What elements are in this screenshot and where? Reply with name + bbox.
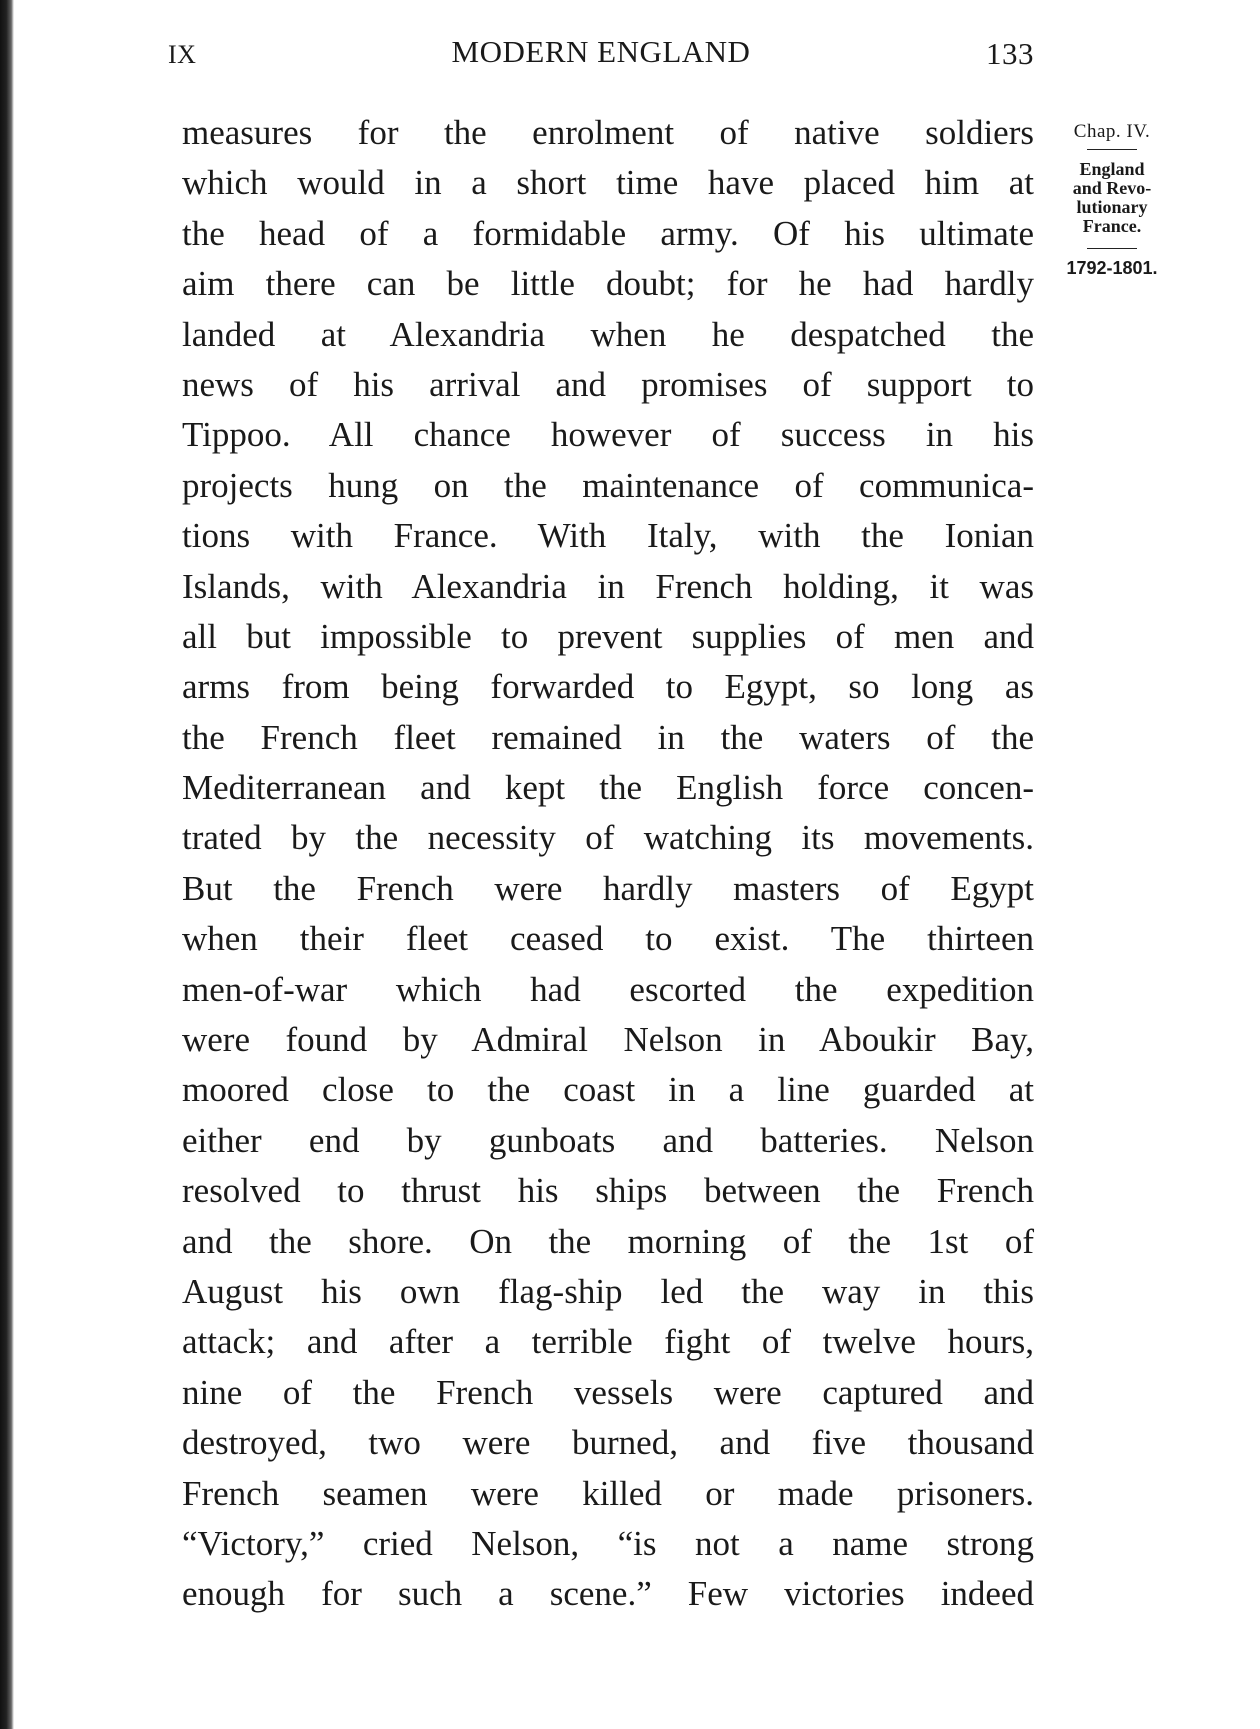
text-line: destroyed, two were burned, and five thousand: [182, 1423, 1034, 1463]
text-line: arms from being forwarded to Egypt, so long as: [182, 667, 1034, 707]
text-line: aim there can be little doubt; for he had hardly: [182, 264, 1034, 304]
margin-sidenote: [1052, 122, 1172, 277]
text-line: which would in a short time have placed him at: [182, 163, 1034, 203]
running-title: MODERN ENGLAND: [451, 34, 751, 69]
sidenote-rule: [1087, 149, 1137, 150]
text-line: and the shore. On the morning of the 1st of: [182, 1221, 1034, 1261]
sidenote-dates: 1792-1801.: [1066, 257, 1158, 278]
text-line: were found by Admiral Nelson in Aboukir Bay,: [182, 1020, 1034, 1060]
text-line: landed at Alexandria when he despatched the: [182, 314, 1034, 354]
binding-edge-shadow: [0, 0, 14, 1729]
text-line: news of his arrival and promises of support to: [182, 364, 1034, 404]
text-line: nine of the French vessels were captured and: [182, 1372, 1034, 1412]
body-text: [182, 108, 1034, 1620]
sidenote-topic: [1052, 160, 1172, 236]
sidenote-topic-line: lutionary: [1076, 196, 1148, 217]
text-line: either end by gunboats and batteries. Nelson: [182, 1120, 1034, 1160]
text-line: French seamen were killed or made prisoners.: [182, 1473, 1034, 1513]
sidenote-chapter-ref: Chap. IV.: [1073, 121, 1151, 142]
text-line: men-of-war which had escorted the expedition: [182, 969, 1034, 1009]
text-line: trated by the necessity of watching its movements.: [182, 818, 1034, 858]
text-line: moored close to the coast in a line guarded at: [182, 1070, 1034, 1110]
text-line: measures for the enrolment of native soldiers: [182, 113, 1034, 152]
text-line: enough for such a scene.” Few victories indeed: [182, 1574, 1034, 1614]
page-number: 133: [986, 36, 1034, 71]
text-line: all but impossible to prevent supplies of men and: [182, 616, 1034, 656]
text-line: projects hung on the maintenance of communica-: [182, 465, 1034, 505]
text-line: resolved to thrust his ships between the French: [182, 1171, 1034, 1211]
text-line: But the French were hardly masters of Egypt: [182, 868, 1034, 908]
text-line: August his own flag-ship led the way in this: [182, 1271, 1034, 1311]
sidenote-rule: [1087, 248, 1137, 249]
text-line: the French fleet remained in the waters of the: [182, 717, 1034, 757]
sidenote-topic-line: France.: [1082, 215, 1142, 236]
text-line: Tippoo. All chance however of success in his: [182, 415, 1034, 455]
sidenote-topic-line: and Revo-: [1072, 177, 1152, 198]
text-line: Islands, with Alexandria in French holding, it was: [182, 566, 1034, 606]
text-line: tions with France. With Italy, with the Ionian: [182, 516, 1034, 556]
text-line: “Victory,” cried Nelson, “is not a name strong: [182, 1523, 1034, 1563]
page-header: [168, 34, 1034, 78]
chapter-numeral: IX: [168, 40, 197, 69]
text-line: attack; and after a terrible fight of twelve hours,: [182, 1322, 1034, 1362]
text-line: Mediterranean and kept the English force concen-: [182, 768, 1034, 808]
text-line: the head of a formidable army. Of his ultimate: [182, 213, 1034, 253]
sidenote-topic-line: England: [1079, 159, 1145, 179]
text-line: when their fleet ceased to exist. The thirteen: [182, 919, 1034, 959]
